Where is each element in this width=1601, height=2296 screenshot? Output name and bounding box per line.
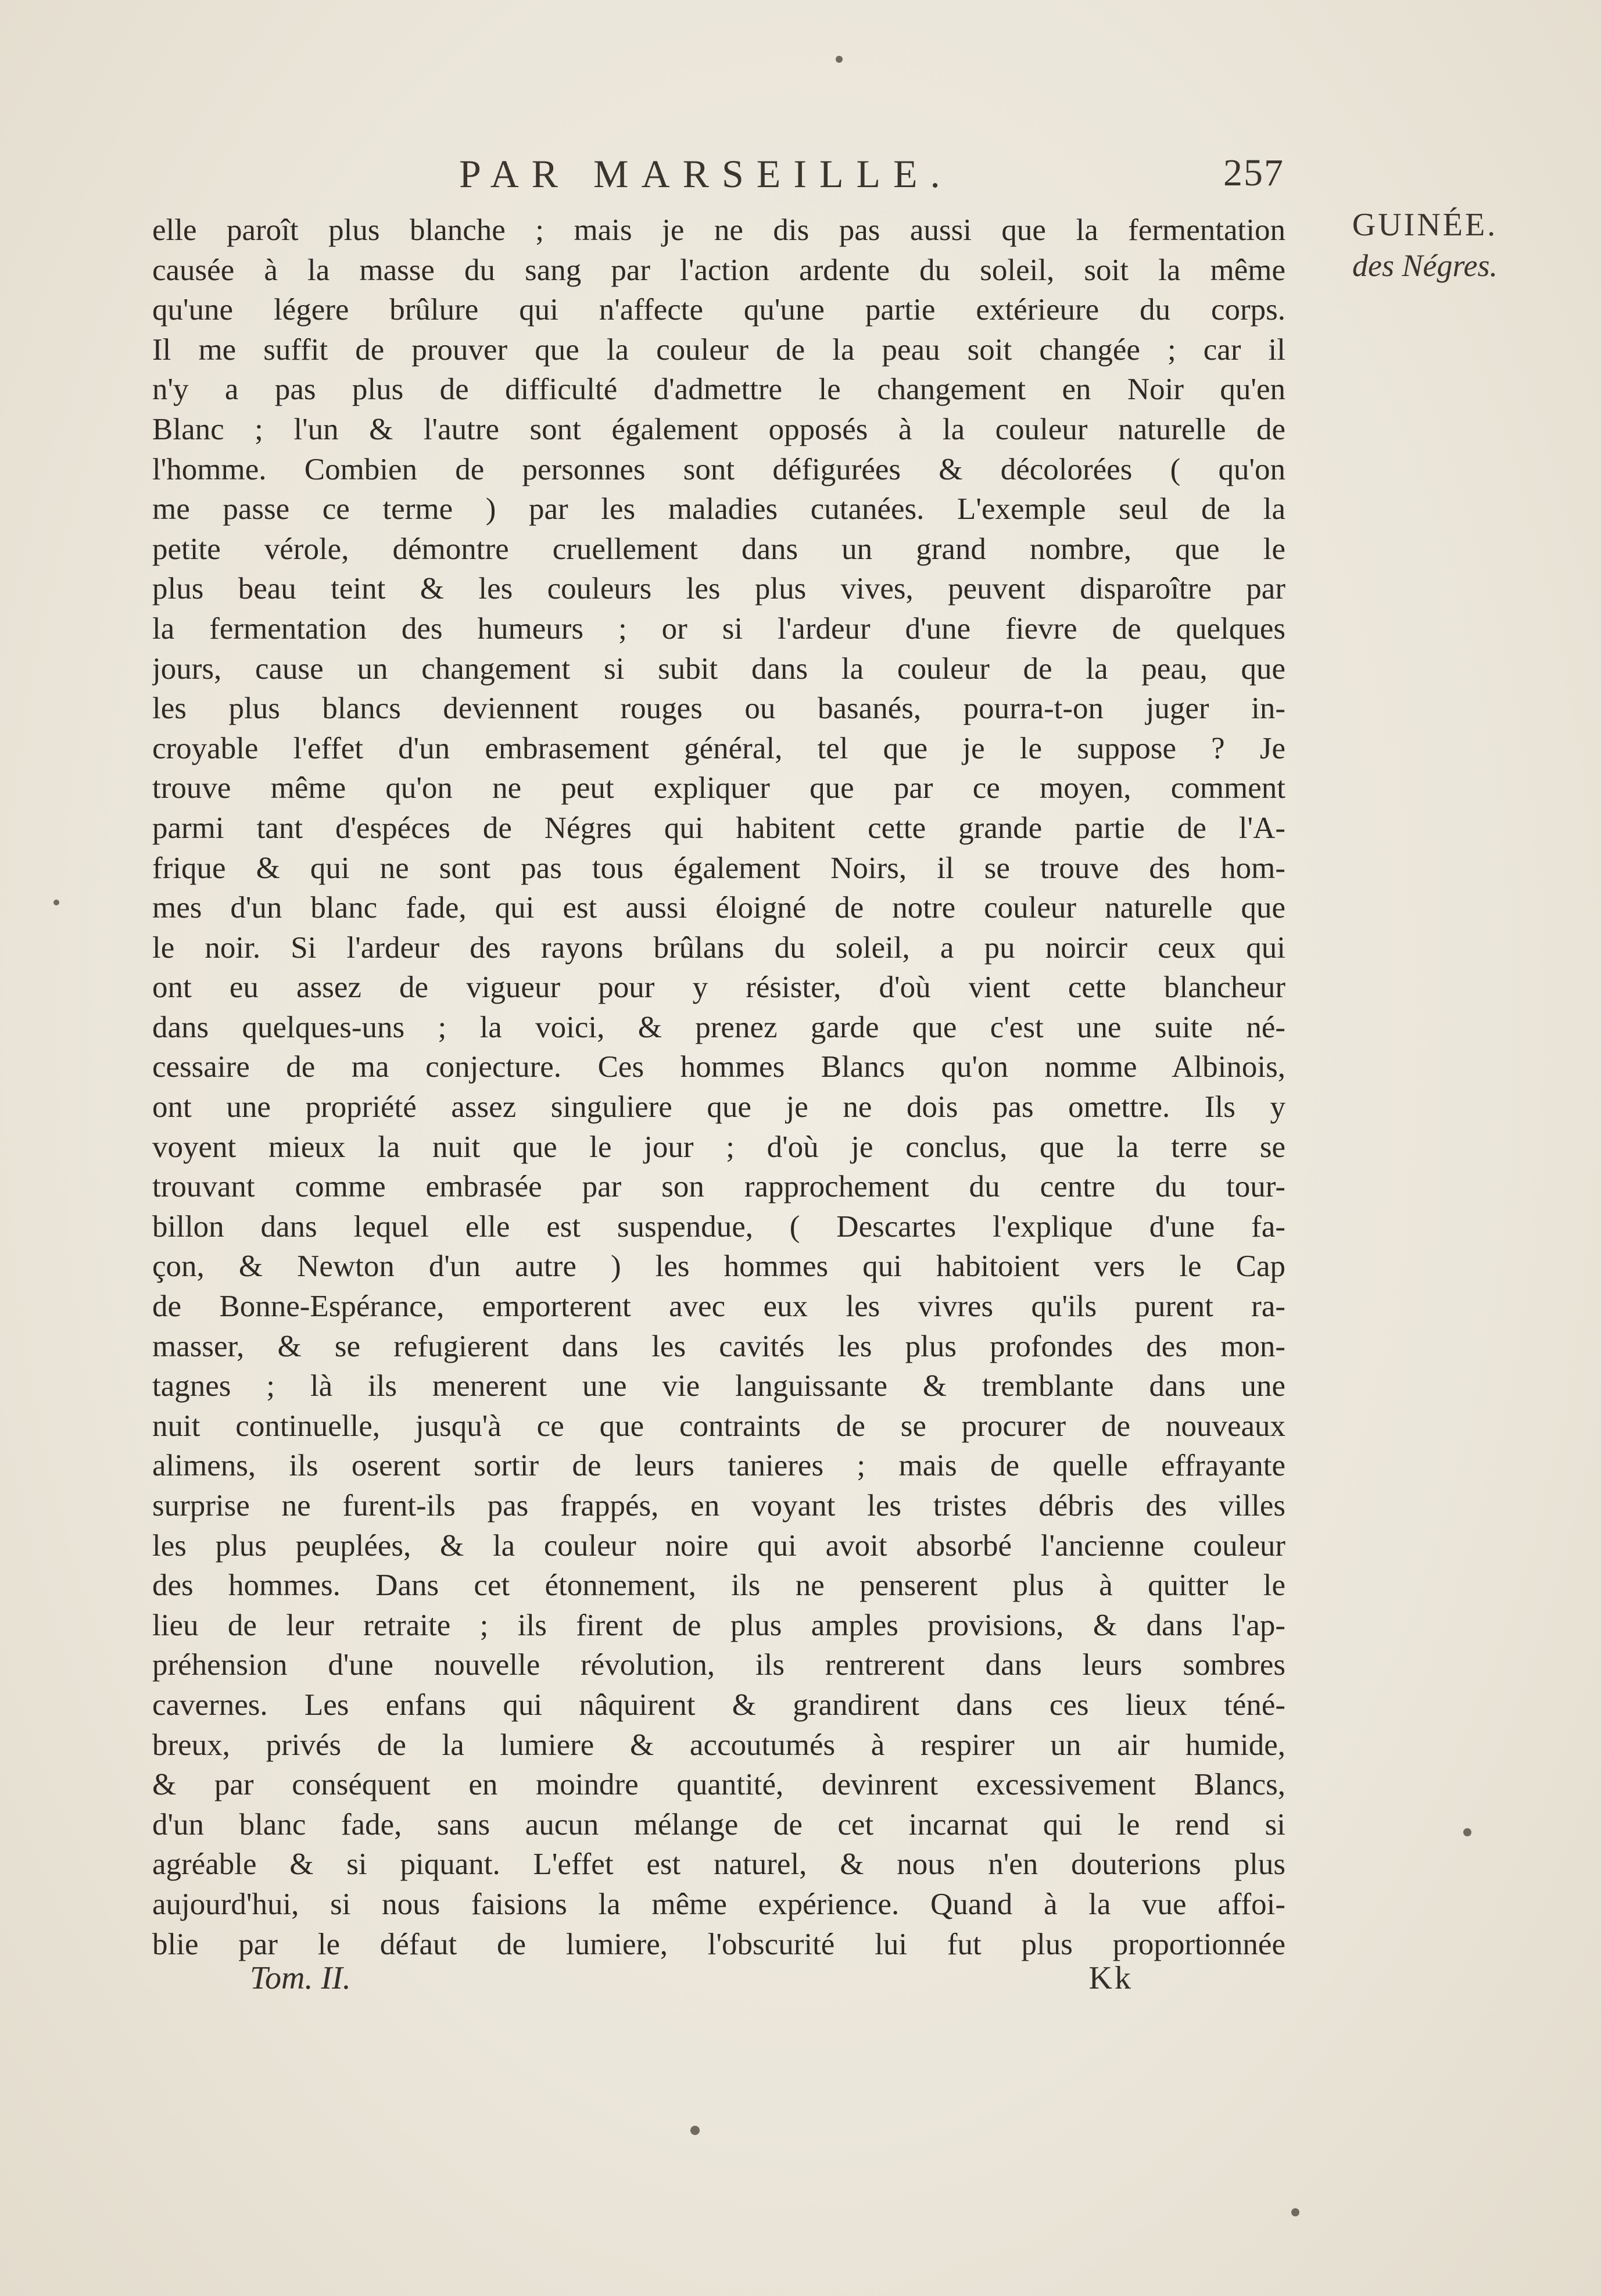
margin-note [1315,205,1535,286]
text-line: elle paroît plus blanche ; mais je ne dis pas aussi que la fermentation [152,213,1285,247]
signature-mark: Tom. II. [250,1960,351,1996]
ink-spot [1463,1828,1471,1836]
text-line: petite vérole, démontre cruellement dans un grand nombre, que le [152,532,1285,566]
text-line: trouvant comme embrasée par son rapprochement du centre du tour- [152,1170,1285,1204]
text-line: jours, cause un changement si subit dans la couleur de la peau, que [152,651,1285,686]
text-line: des hommes. Dans cet étonnement, ils ne penserent plus à quitter le [152,1568,1285,1603]
body-text [152,210,1285,1964]
text-line: Il me suffit de prouver que la couleur de la peau soit changée ; car il [152,332,1285,367]
text-line: surprise ne furent-ils pas frappés, en voyant les tristes débris des villes [152,1489,1285,1523]
ink-spot [690,2126,700,2135]
text-line: n'y a pas plus de difficulté d'admettre le changement en Noir qu'en [152,372,1285,407]
text-line: lieu de leur retraite ; ils firent de plus amples provisions, & dans l'ap- [152,1608,1285,1642]
text-line: cavernes. Les enfans qui nâquirent & grandirent dans ces lieux téné- [152,1688,1285,1722]
page-number: 257 [1223,152,1284,194]
text-line: ont une propriété assez singuliere que je ne dois pas omettre. Ils y [152,1090,1285,1124]
text-line: les plus blancs deviennent rouges ou basanés, pourra-t-on juger in- [152,692,1285,726]
text-line: d'un blanc fade, sans aucun mélange de cet incarnat qui le rend si [152,1807,1285,1842]
text-line: voyent mieux la nuit que le jour ; d'où je conclus, que la terre se [152,1130,1285,1164]
text-line: mes d'un blanc fade, qui est aussi éloigné de notre couleur naturelle que [152,891,1285,925]
text-line: aujourd'hui, si nous faisions la même expérience. Quand à la vue affoi- [152,1887,1285,1921]
page-header [459,151,1284,203]
ink-spot [53,900,59,905]
text-line: le noir. Si l'ardeur des rayons brûlans du soleil, a pu noircir ceux qui [152,930,1285,965]
text-line: préhension d'une nouvelle révolution, ils rentrerent dans leurs sombres [152,1648,1285,1682]
text-line: dans quelques-uns ; la voici, & prenez garde que c'est une suite né- [152,1010,1285,1044]
margin-note-title: GUINÉE. [1352,207,1498,243]
margin-note-subtitle: des Négres. [1352,248,1498,283]
text-line: parmi tant d'espéces de Négres qui habitent cette grande partie de l'A- [152,811,1285,845]
catchword: Kk [1088,1960,1133,1996]
text-line: tagnes ; là ils menerent une vie languissante & tremblante dans une [152,1369,1285,1403]
text-line: causée à la masse du sang par l'action ardente du soleil, soit la même [152,253,1285,287]
text-line: ont eu assez de vigueur pour y résister, d'où vient cette blancheur [152,970,1285,1005]
text-line: Blanc ; l'un & l'autre sont également opposés à la couleur naturelle de [152,412,1285,446]
ink-spot [1291,2208,1299,2216]
ink-spot [836,56,843,63]
text-line: blie par le défaut de lumiere, l'obscurité lui fut plus proportionnée [152,1927,1285,1961]
text-line: masser, & se refugierent dans les cavités les plus profondes des mon- [152,1329,1285,1363]
text-line: croyable l'effet d'un embrasement général, tel que je le suppose ? Je [152,731,1285,765]
text-line: breux, privés de la lumiere & accoutumés à respirer un air humide, [152,1728,1285,1762]
text-line: trouve même qu'on ne peut expliquer que par ce moyen, comment [152,771,1285,805]
text-line: qu'une légere brûlure qui n'affecte qu'une partie extérieure du corps. [152,293,1285,327]
text-line: alimens, ils oserent sortir de leurs tanieres ; mais de quelle effrayante [152,1449,1285,1483]
text-line: la fermentation des humeurs ; or si l'ardeur d'une fievre de quelques [152,611,1285,646]
text-line: les plus peuplées, & la couleur noire qui avoit absorbé l'ancienne couleur [152,1528,1285,1563]
text-line: frique & qui ne sont pas tous également Noirs, il se trouve des hom- [152,851,1285,885]
text-line: l'homme. Combien de personnes sont défigurées & décolorées ( qu'on [152,452,1285,486]
text-line: plus beau teint & les couleurs les plus vives, peuvent disparoître par [152,572,1285,606]
page-footer [250,1960,1133,2006]
text-line: çon, & Newton d'un autre ) les hommes qui habitoient vers le Cap [152,1249,1285,1284]
text-line: nuit continuelle, jusqu'à ce que contraints de se procurer de nouveaux [152,1409,1285,1443]
text-line: billon dans lequel elle est suspendue, ( Descartes l'explique d'une fa- [152,1209,1285,1244]
text-line: cessaire de ma conjecture. Ces hommes Blancs qu'on nomme Albinois, [152,1050,1285,1084]
text-line: me passe ce terme ) par les maladies cutanées. L'exemple seul de la [152,492,1285,526]
running-title: PAR MARSEILLE. [459,152,953,196]
text-line: agréable & si piquant. L'effet est naturel, & nous n'en douterions plus [152,1847,1285,1882]
text-line: & par conséquent en moindre quantité, devinrent excessivement Blancs, [152,1768,1285,1802]
text-line: de Bonne-Espérance, emporterent avec eux les vivres qu'ils purent ra- [152,1290,1285,1324]
